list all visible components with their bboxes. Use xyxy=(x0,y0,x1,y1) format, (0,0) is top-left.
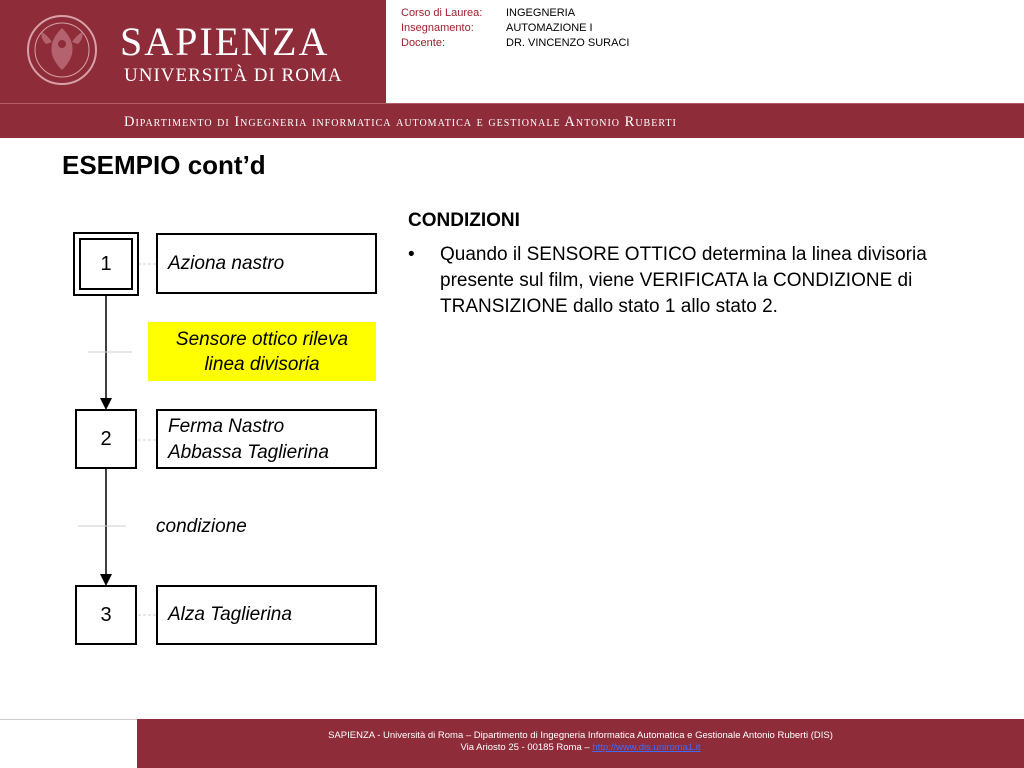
transition-1-line2: linea divisoria xyxy=(204,353,320,375)
slide-title: ESEMPIO cont’d xyxy=(62,150,266,180)
subject-value: AUTOMAZIONE I xyxy=(506,22,593,34)
step-3-number: 3 xyxy=(75,585,137,645)
transition-1-condition xyxy=(148,322,376,381)
step-2-action-line2: Abbassa Taglierina xyxy=(168,442,329,463)
footer-line2 xyxy=(137,742,1024,754)
footer-line1: SAPIENZA - Università di Roma – Dipartimento di Ingegneria Informatica Automatica e Gestionale Antonio Ruberti (DIS) xyxy=(328,730,833,741)
teacher-value: DR. VINCENZO SURACI xyxy=(506,37,630,49)
university-name: SAPIENZA xyxy=(120,19,330,64)
transition-2-condition: condizione xyxy=(156,516,247,537)
step-1-initial xyxy=(73,232,139,296)
footer xyxy=(137,719,1024,768)
teacher-label: Docente: xyxy=(401,37,446,49)
step-2-action xyxy=(156,409,377,469)
university-subtitle: UNIVERSITÀ DI ROMA xyxy=(124,65,343,86)
footer-link[interactable]: http://www.dis.uniroma1.it xyxy=(592,742,701,753)
step-2-action-line1: Ferma Nastro xyxy=(168,416,285,437)
bullet-icon: • xyxy=(408,244,415,265)
department-name: Dipartimento di Ingegneria informatica automatica e gestionale Antonio Ruberti xyxy=(124,114,677,130)
step-2-number: 2 xyxy=(75,409,137,469)
step-3-action: Alza Taglierina xyxy=(156,585,377,645)
footer-divider xyxy=(0,719,137,720)
conditions-bullet-item xyxy=(408,242,948,320)
subject-label: Insegnamento: xyxy=(401,22,474,34)
step-1-action: Aziona nastro xyxy=(156,233,377,294)
course-label: Corso di Laurea: xyxy=(401,7,483,19)
transition-1-line1: Sensore ottico rileva xyxy=(175,328,349,350)
conditions-text: Quando il SENSORE OTTICO determina la linea divisoria presente sul film, viene VERIFICATA la CONDIZIONE di TRANSIZIONE dallo stato 1 allo stato 2. xyxy=(440,244,927,317)
footer-address: Via Ariosto 25 - 00185 Roma – xyxy=(460,742,593,753)
course-value: INGEGNERIA xyxy=(506,7,576,19)
conditions-heading: CONDIZIONI xyxy=(408,210,520,231)
step-1-number: 1 xyxy=(100,252,112,275)
